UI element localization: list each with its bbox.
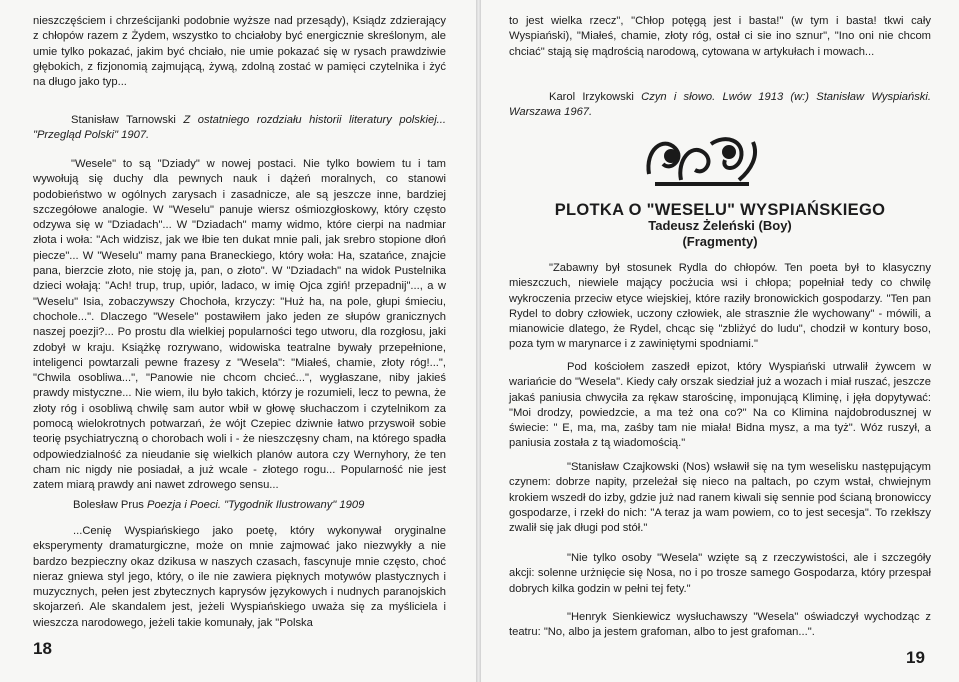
citation-source: "Przegląd Polski" 1907. <box>33 129 150 142</box>
paragraph-left-5: ...Cenię Wyspiańskiego jako poetę, który wykonywał oryginalne eksperymenty dramaturgiczne, może on mnie zajmować jako niezwykły a nie bardzo bezpieczny okaz dzikusa w naszych czasach, fascynuje mnie często, choć nieraz gniewa styl jego, który, o ile nie zawiera pięknych motywów plastycznych i muzycznych, pełen jest zbytecznych kaprysów językowych i nudnych paranojskich skojarzeń. Ale skandalem jest, jeżeli Wyspiańskiego uważa się za myśliciela i wieszcza narodowego, jeżeli takie komunały, jak "Polska <box>33 525 446 629</box>
paragraph-right-4: Pod kościołem zaszedł epizot, który Wyspiański utrwalił żywcem w wariańcie do "Wesela". Kiedy cały orszak siedział już a wozach i miał ruszać, jeszcze jakaś paniusia chwyciła za rękaw starościnę, imponującą Kliminę, i jęła dopytywać: "Moi drodzy, powiedzcie, a ma też ona co?" Na co Klimina najdobrodusznej w świecie: " E, ma, ma, zaśby tam nie miała! Bidna mysz, a ma tyż". Wóz ruszył, a paniusia została z tą wiadomością." <box>509 361 931 450</box>
citation-title: Czyn i słowo. <box>641 91 716 103</box>
article-author: Tadeusz Żeleński (Boy) <box>648 218 792 233</box>
floral-ornament-icon <box>641 130 763 190</box>
citation-title: Z ostatniego rozdziału historii literatury polskiej... <box>183 114 446 126</box>
paragraph-left-3: "Wesele" to są "Dziady" w nowej postaci. Nie tylko bowiem tu i tam wywołują się duchy dla pewnych nauk i dążeń moralnych, co stanowi podobieństwo w ogólnych zarysach i zasadnicze, ale są jeszcze inne, bardziej szczegółowe analogie. W "Weselu" panuje wiersz ośmiozgłoskowy, który często odzywa się w "Dziadach"... W "Dziadach" mamy widmo, które cierpi na nadmiar złota i woła: "Ach widzisz, jak we łbie ten dukat mnie pali, jak srebro stopione dłoń piecze"... W "Weselu" mamy pana Braneckiego, który woła: Ha, szatańce, znajcie pana, bierzcie złoto, nie stoję ja, pan, o złoto". W "Dziadach" na widok Pustelnika dzieci wołają: "Ach! trup, trup, upiór, ladaco, w imię Ojca zgiń! przepadnij"..., a w "Weselu" Isia, zobaczywszy Chochoła, krzyczy: "Huż ha, na pole, głupi śmieciu, chochole...". Dlaczego "Wesele" postawiłem jako jeden ze słupów granicznych naszej poezji?... Po prostu dla wielkiej popularności tego utworu, dla rozgłosu, jaki zdobył w kraju. Książkę rozrywano, widowiska teatralne bywały przepełnione, inteligenci powtarzali pewne frazesy z "Wesela": "Miałeś, chamie, złoty róg!...", "Chwila osobliwa...", "Panowie nie chcom chcieć...", wygłaszane, niby jakieś prawdy mistyczne... Nie wiem, ilu było takich, którzy je rozumieli, lecz to pewna, że złoty róg i osobliwą chwilę sam autor wbił w głowę słuchaczom i czytelnikom za pomocą wielokrotnych potwarzań, że wójt Czepiec dziwnie łatwo przyswoił sobie teorię psychiatryczną o chorobach woli i - że nieszczęsny cham, na którego spadła odpowiedzialność za nieudanie się wielkich planów autora czy Wernyhory, że ten cham nic nigdy nie posiadał, a już wcale - złotego rogu... Popularność nie jest zatem miarą prawdy ani nawet zdrowego sensu... <box>33 158 446 492</box>
page-number-left: 18 <box>33 639 52 658</box>
citation-prus <box>33 498 446 513</box>
article-fragments-label: (Fragmenty) <box>682 234 758 249</box>
paragraph-right-7: "Henryk Sienkiewicz wysłuchawszy "Wesela" oświadczył wychodząc z teatru: "No, albo ja jestem grafoman, albo to jest grafoman...". <box>509 611 931 639</box>
paragraph-right-6: "Nie tylko osoby "Wesela" wzięte są z rzeczywistości, ale i szczegóły akcji: solenne urżnięcie się Nosa, no i po trosze samego Gospodarza, który przespał dobrych kilka godzin w pełni tej fety." <box>509 552 931 595</box>
citation-author: Stanisław Tarnowski <box>71 114 176 126</box>
citation-title: Poezja i Poeci. <box>147 499 222 511</box>
citation-tarnowski <box>33 113 446 144</box>
citation-author: Karol Irzykowski <box>549 91 634 103</box>
page-number-right: 19 <box>906 648 925 667</box>
citation-author: Bolesław Prus <box>73 499 144 511</box>
paragraph-right-3: "Zabawny był stosunek Rydla do chłopów. Ten poeta był to klasyczny mieszczuch, niewiele mający pocżucia wsi i chłopa; popełniał tedy co chwilę wykroczenia przeciw etyce wiejskiej, które raziły bronowickich gospodarzy. "Ten pan Rydel to dobry człowiek, uczony człowiek, ale strasznie źle wychowany" - mówili, a mianowicie dlatego, że Rydel, chcąc się "zbliżyć do ludu", chodził w kontury boso, poza tym w marynarce i z zawiniętymi spodniami." <box>509 262 931 351</box>
citation-source: "Tygodnik Ilustrowany" 1909 <box>224 499 365 511</box>
article-heading: PLOTKA O "WESELU" WYSPIAŃSKIEGO <box>554 201 886 219</box>
left-page <box>0 0 476 682</box>
paragraph-right-5: "Stanisław Czajkowski (Nos) wsławił się na tym weselisku następującym czynem: dobrze napity, przeleżał się nieco na paltach, po czym wstał, chwiejnym krokiem wszedł do izby, gdzie już nad ranem kiwali się sennie pod ścianą bronowiccy gospodarze, i rzekł do nich: "A teraz ja wam powiem, co to jest secesja". To rzekłszy zwalił się jak długi pod stół." <box>509 461 931 535</box>
paragraph-left-1: nieszczęściem i chrześcijanki podobnie wyższe nad przesądy), Ksiądz zdzierający z chłopów razem z Żydem, wszystko to chciałoby być energicznie skreślonym, ale umie tylko pokazać, jakim być chciało, nie umie pokazać się w rysach prawdziwie głębokich, z fizjonomią zajmującą, żywą, zdolną zostać w pamięci czytelnika i żyć na długo jako typ... <box>33 15 446 89</box>
citation-source: Lwów 1913 (w:) Stanisław Wyspiański. Warszawa 1967. <box>509 91 931 119</box>
paragraph-right-1: to jest wielka rzecz", "Chłop potęgą jest i basta!" (w tym i basta! tkwi cały Wyspiański), "Miałeś, chamie, złoty róg, ostał ci sie ino sznur", "Ino oni nie chcom chciać" stają się mądrością narodową, cytowana w artykułach i mowach... <box>509 15 931 58</box>
right-page <box>481 0 959 682</box>
citation-irzykowski <box>509 90 931 121</box>
